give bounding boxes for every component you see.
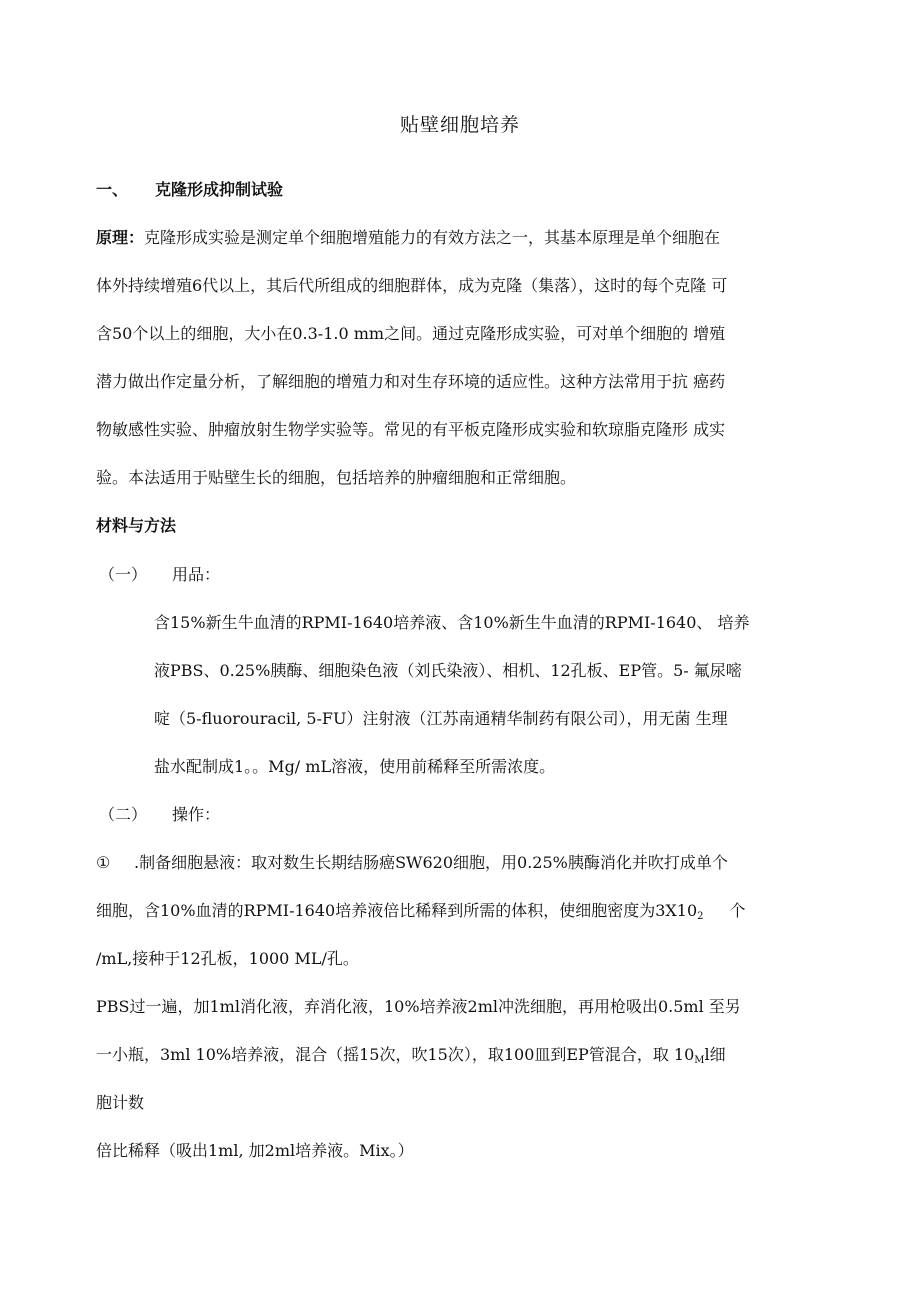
principle-line-3: 含50个以上的细胞，大小在0.3-1.0 mm之间。通过克隆形成实验，可对单个细胞的 增殖	[96, 324, 726, 343]
supplies-line-3: 啶（5-fluorouracil, 5-FU）注射液（江苏南通精华制药有限公司），用无菌 生理	[154, 709, 728, 728]
operation-label: 操作：	[172, 805, 221, 824]
step1-line-1: .制备细胞悬液：取对数生长期结肠癌SW620细胞，用0.25%胰酶消化并吹打成单个	[134, 853, 728, 872]
principle-line-1: 原理：克隆形成实验是测定单个细胞增殖能力的有效方法之一，其基本原理是单个细胞在	[96, 228, 721, 247]
materials-heading: 材料与方法	[96, 516, 177, 535]
section-heading: 克隆形成抑制试验	[155, 180, 284, 199]
supplies-line-4: 盐水配制成1。。Mg/ mL溶液，使用前稀释至所需浓度。	[154, 757, 556, 776]
principle-line-4: 潜力做出作定量分析，了解细胞的增殖力和对生存环境的适应性。这种方法常用于抗 癌药	[96, 372, 726, 391]
dilution-line: 倍比稀释（吸出1ml, 加2ml培养液。Mix。）	[96, 1141, 414, 1160]
principle-line-2: 体外持续增殖6代以上，其后代所组成的细胞群体，成为克隆（集落），这时的每个克隆 可	[96, 276, 728, 295]
micro-subscript: M	[694, 1055, 705, 1066]
supplies-number: （一）	[99, 565, 148, 584]
principle-line-5: 物敏感性实验、肿瘤放射生物学实验等。常见的有平板克隆形成实验和软琼脂克隆形 成实	[96, 420, 726, 439]
principle-label: 原理：	[96, 228, 145, 247]
supplies-line-1: 含15%新生牛血清的RPMI-1640培养液、含10%新生牛血清的RPMI-1640、 培养	[154, 613, 750, 632]
step1-line-3: /mL,接种于12孔板，1000 ML/孔。	[96, 949, 359, 968]
step1-line-2: 细胞，含10%血清的RPMI-1640培养液倍比稀释到所需的体积，使细胞密度为$3X10_2$ 个	[96, 901, 746, 922]
operation-number: （二）	[99, 805, 148, 824]
pbs-line-2: 一小瓶，3ml 10%培养液，混合（摇15次，吹15次），取100皿到EP管混合，取 $10_Ml$细	[96, 1045, 726, 1066]
pbs-line-3: 胞计数	[96, 1093, 145, 1112]
section-number: 一、	[96, 180, 129, 199]
page-title: 贴壁细胞培养	[399, 114, 520, 136]
pbs-line-1: PBS过一遍，加1ml消化液，弃消化液，10%培养液2ml冲洗细胞，再用枪吸出0.5ml 至另	[96, 997, 741, 1016]
principle-line-6: 验。本法适用于贴壁生长的细胞，包括培养的肿瘤细胞和正常细胞。	[96, 468, 577, 487]
supplies-label: 用品：	[172, 565, 221, 584]
density-exponent: 2	[697, 911, 704, 922]
supplies-line-2: 液PBS、0.25%胰酶、细胞染色液（刘氏染液）、相机、12孔板、EP管。5- 氟尿嘧	[154, 661, 742, 680]
step1-marker: ①	[96, 853, 111, 872]
